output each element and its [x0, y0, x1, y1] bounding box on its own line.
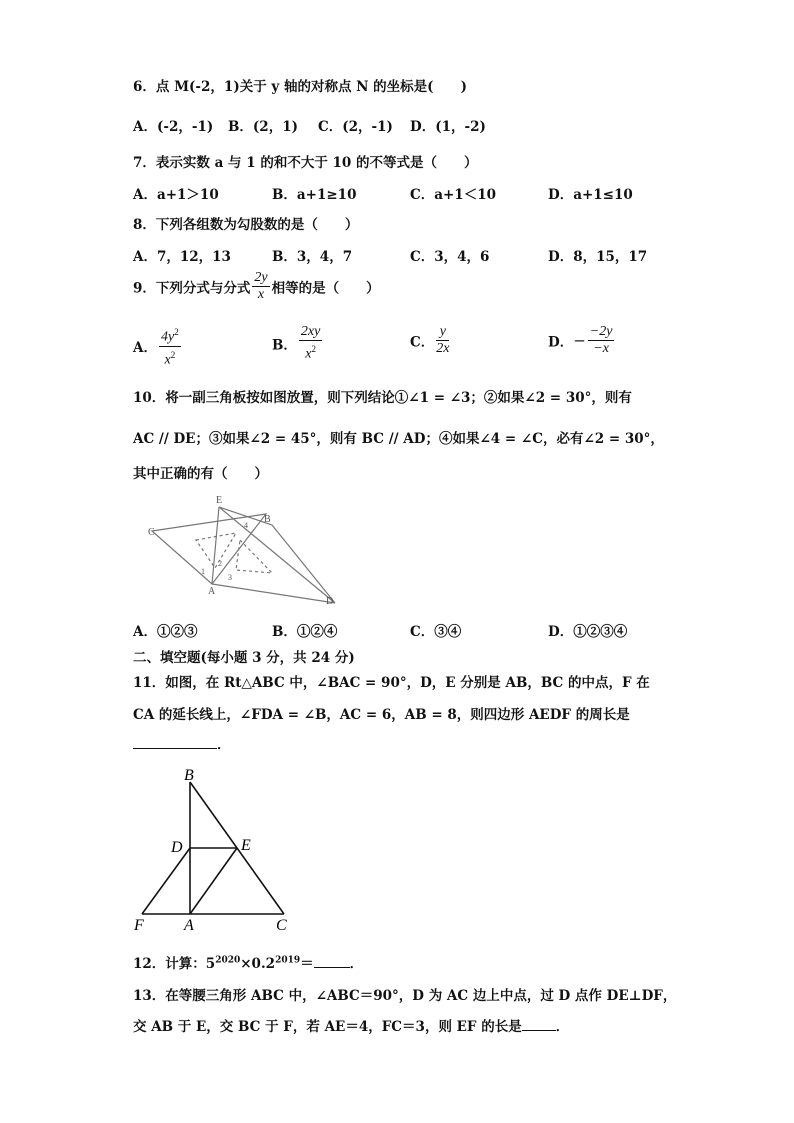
q7-option-a: A．a+1＞10 — [133, 187, 219, 203]
q10-option-a: A．①②③ — [133, 624, 198, 640]
q6-option-b: B．(2，1) — [228, 119, 298, 135]
q11-segment-ae — [190, 848, 237, 914]
q8-option-a: A．7，12，13 — [133, 249, 231, 265]
q10-option-d: D．①②③④ — [548, 624, 628, 640]
q10-label-e: E — [216, 495, 223, 506]
q10-label-a: A — [208, 586, 216, 597]
q6-stem: 6．点 M(-2，1)关于 y 轴的对称点 N 的坐标是( ) — [133, 79, 467, 95]
q10-option-b: B．①②④ — [272, 624, 338, 640]
q10-line2: AC // DE；③如果∠2 = 45°，则有 BC // AD；④如果∠4 = ∠C，必有∠2 = 30°， — [133, 431, 664, 447]
q13-answer-blank[interactable] — [522, 1018, 556, 1031]
q9-stem-suffix: 相等的是（ ） — [271, 280, 380, 297]
q6-option-d: D．(1，-2) — [410, 119, 486, 135]
q11-line2: CA 的延长线上，∠FDA = ∠B，AC = 6，AB = 8，则四边形 AEDF 的周长是 — [133, 707, 630, 723]
q10-set-square-2 — [219, 507, 335, 603]
q10-angle-3: 3 — [228, 573, 232, 582]
q11-label-b: B — [184, 767, 194, 784]
q9-stem — [133, 270, 380, 303]
q11-label-f: F — [134, 917, 144, 934]
q11-label-e: E — [241, 837, 251, 854]
q10-line-ad — [212, 584, 335, 603]
q10-option-c: C．③④ — [410, 624, 462, 640]
q9-given-fraction: $\frac{2y}{x}$ — [254, 270, 268, 302]
q8-option-b: B．3，4，7 — [272, 249, 353, 265]
q6-option-a: A．(-2，-1) — [133, 119, 214, 135]
q9-option-c: C． $\frac{y}{2x}$ — [410, 324, 450, 356]
q11-line1: 11．如图，在 Rt△ABC 中，∠BAC = 90°，D，E 分别是 AB，BC 的中点，F 在 — [133, 675, 650, 691]
q9-option-d: D．− $\frac{-2y}{-x}$ — [548, 324, 613, 356]
q8-option-c: C．3，4，6 — [410, 249, 490, 265]
q10-angle-1: 1 — [201, 567, 205, 576]
q8-option-d: D．8，15，17 — [548, 249, 648, 265]
q10-label-b: B — [264, 514, 271, 525]
q7-option-b: B．a+1≥10 — [272, 187, 357, 203]
q10-label-d: D — [326, 596, 334, 607]
q10-angle-2: 2 — [218, 559, 222, 568]
q7-option-d: D．a+1≤10 — [548, 187, 633, 203]
q12-line: 12．计算：$5^{2020}\times 0.2^{2019}=$ ． — [133, 955, 364, 972]
q12-answer-blank[interactable] — [314, 955, 350, 968]
q11-figure — [130, 764, 300, 934]
q11-segment-fd — [142, 848, 190, 914]
q11-label-a: A — [184, 917, 194, 934]
q10-label-c: C — [148, 527, 155, 538]
q11-label-c: C — [276, 917, 287, 934]
q7-stem: 7．表示实数 a 与 1 的和不大于 10 的不等式是（ ） — [133, 155, 478, 171]
q10-line3: 其中正确的有（ ） — [133, 466, 268, 482]
q10-figure — [140, 488, 350, 608]
q9-option-a: A． $\frac{4y^2}{x^2}$ — [133, 324, 183, 368]
section-fill-in-heading: 二、填空题(每小题 3 分，共 24 分) — [133, 650, 355, 666]
q13-line2: 交 AB 于 E，交 BC 于 F，若 AE＝4，FC＝3，则 EF 的长是 ． — [133, 1019, 570, 1035]
q7-option-c: C．a+1＜10 — [410, 187, 496, 203]
q11-answer-line: ． — [133, 733, 231, 753]
q8-stem: 8．下列各组数为勾股数的是（ ） — [133, 217, 359, 233]
q9-option-b: B． $\frac{2xy}{x^2}$ — [272, 324, 321, 362]
q11-label-d: D — [171, 839, 183, 856]
q10-angle-4: 4 — [244, 521, 248, 530]
q6-option-c: C．(2，-1) — [318, 119, 393, 135]
q13-line1: 13．在等腰三角形 ABC 中，∠ABC＝90°，D 为 AC 边上中点，过 D 点作 DE⊥DF， — [133, 988, 677, 1004]
q10-line1: 10．将一副三角板按如图放置，则下列结论①∠1 = ∠3；②如果∠2 = 30°，则有 — [133, 390, 632, 406]
q10-line-ea — [212, 507, 219, 584]
q9-stem-prefix: 9．下列分式与分式 — [133, 280, 251, 297]
q11-answer-blank[interactable] — [133, 736, 217, 749]
